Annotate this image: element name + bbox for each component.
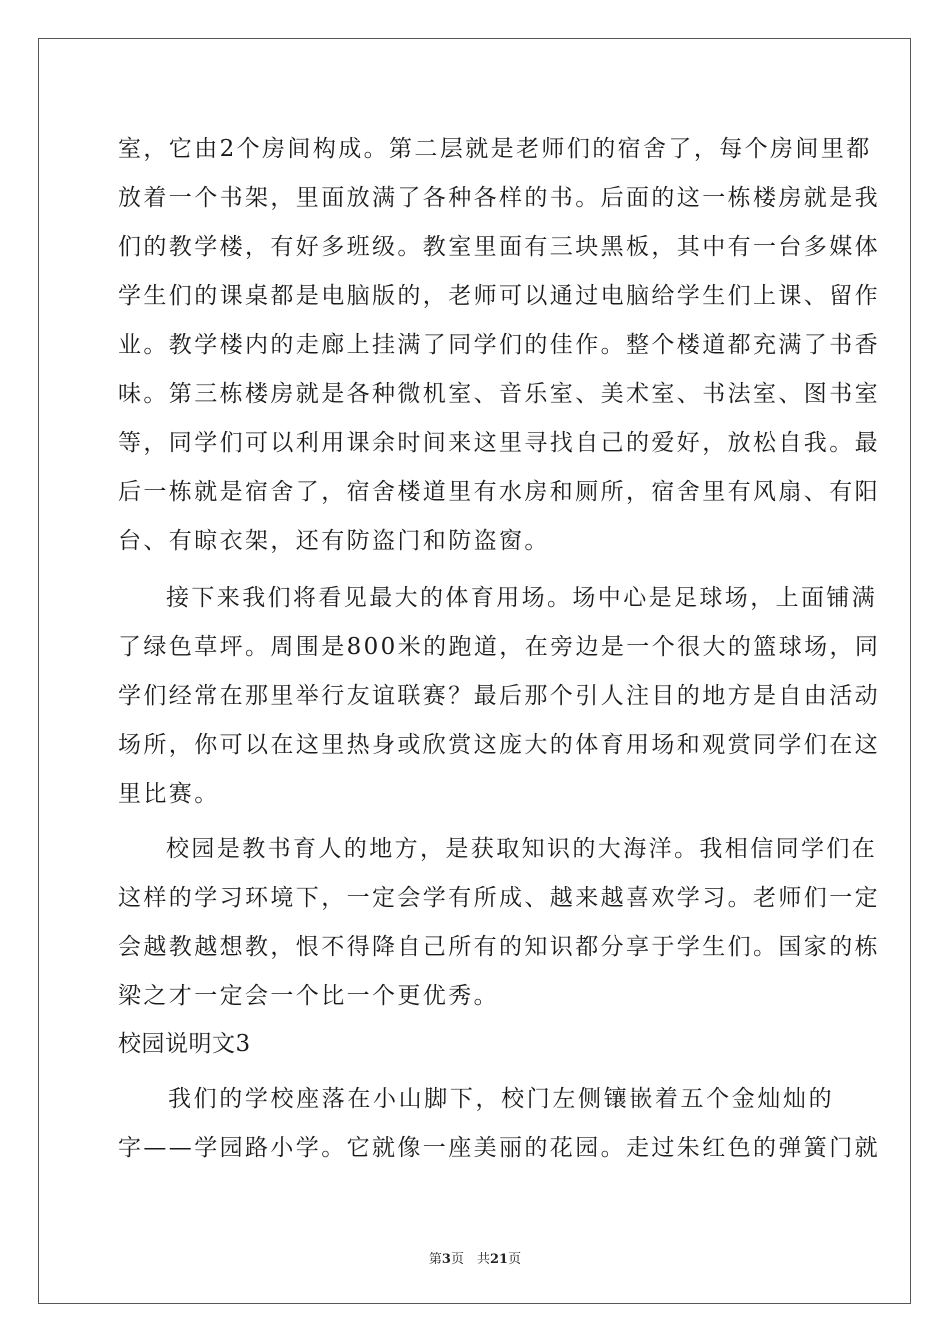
total-page-number: 21 (489, 1252, 509, 1267)
body-line: 里比赛。 (118, 781, 220, 807)
footer-mid: 页 共 (450, 1252, 490, 1267)
page-border (38, 38, 911, 1304)
body-line: 会越教越想教，恨不得降自己所有的知识都分享于学生们。国家的栋 (118, 934, 880, 960)
body-line: 放着一个书架，里面放满了各种各样的书。后面的这一栋楼房就是我 (118, 185, 880, 211)
paragraph-start: 我们的学校座落在小山脚下，校门左侧镶嵌着五个金灿灿的 (168, 1086, 834, 1112)
body-line: 字——学园路小学。它就像一座美丽的花园。走过朱红色的弹簧门就 (118, 1135, 880, 1161)
section-heading: 校园说明文3 (118, 1031, 251, 1057)
body-line: 室，它由2个房间构成。第二层就是老师们的宿舍了，每个房间里都 (118, 136, 872, 162)
page-footer (0, 1248, 950, 1267)
body-line: 台、有晾衣架，还有防盗门和防盗窗。 (118, 528, 550, 554)
paragraph-start: 校园是教书育人的地方，是获取知识的大海洋。我相信同学们在 (166, 836, 878, 862)
paragraph-start: 接下来我们将看见最大的体育用场。场中心是足球场，上面铺满 (166, 585, 878, 611)
body-line: 后一栋就是宿舍了，宿舍楼道里有水房和厕所，宿舍里有风扇、有阳 (118, 479, 880, 505)
body-line: 场所，你可以在这里热身或欣赏这庞大的体育用场和观赏同学们在这 (118, 732, 880, 758)
body-line: 学生们的课桌都是电脑版的，老师可以通过电脑给学生们上课、留作 (118, 283, 880, 309)
body-line: 学们经常在那里举行友谊联赛？最后那个引人注目的地方是自由活动 (118, 683, 880, 709)
footer-suffix: 页 (508, 1252, 522, 1267)
body-line: 等，同学们可以利用课余时间来这里寻找自己的爱好，放松自我。最 (118, 430, 880, 456)
body-line: 业。教学楼内的走廊上挂满了同学们的佳作。整个楼道都充满了书香 (118, 332, 880, 358)
body-line: 味。第三栋楼房就是各种微机室、音乐室、美术室、书法室、图书室 (118, 381, 880, 407)
footer-prefix: 第 (428, 1252, 442, 1267)
body-line: 们的教学楼，有好多班级。教室里面有三块黑板，其中有一台多媒体 (118, 234, 880, 260)
body-line: 梁之才一定会一个比一个更优秀。 (118, 983, 499, 1009)
body-line: 这样的学习环境下，一定会学有所成、越来越喜欢学习。老师们一定 (118, 885, 880, 911)
current-page-number: 3 (441, 1252, 451, 1267)
body-line: 了绿色草坪。周围是800米的跑道，在旁边是一个很大的篮球场，同 (118, 634, 881, 660)
